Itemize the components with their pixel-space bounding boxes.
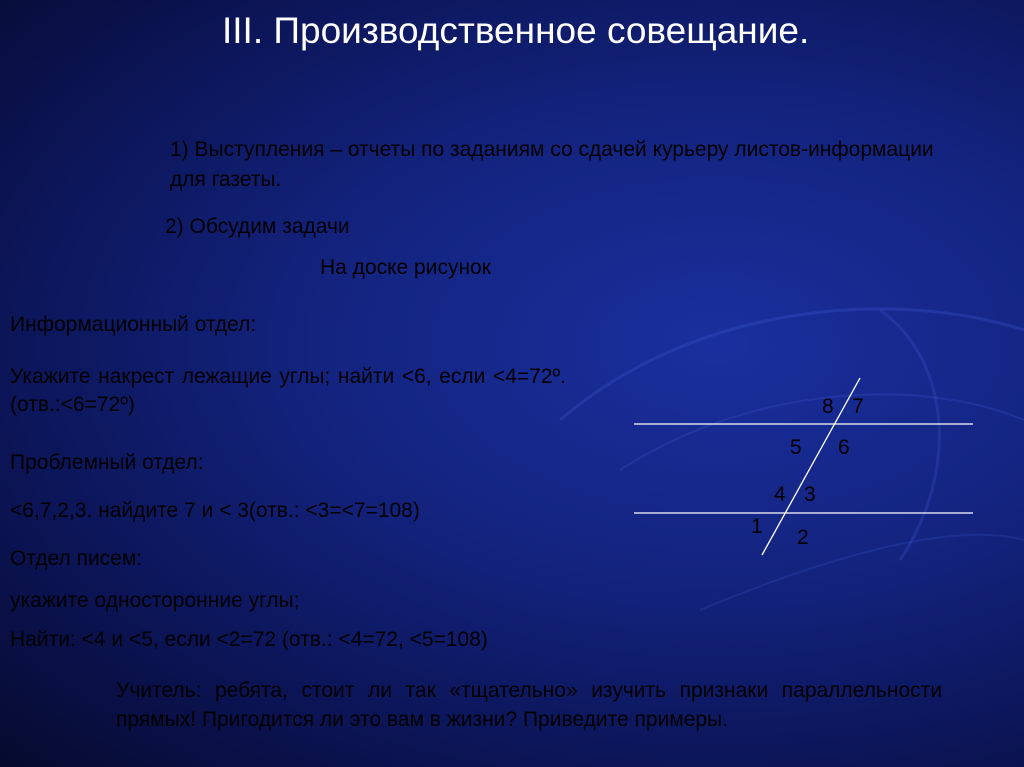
angle-label-2: 2 [797, 526, 809, 549]
angle-label-3: 3 [804, 483, 816, 506]
angle-label-6: 6 [838, 436, 850, 459]
angle-label-4: 4 [774, 483, 786, 506]
letters-department-heading: Отдел писем: [10, 547, 143, 570]
teacher-question: Учитель: ребята, стоит ли так «тщательно» изучить признаки параллельности прямых! Пригодится ли это вам в жизни? Приведите примеры. [116, 679, 942, 731]
transversal-line [762, 378, 860, 555]
problem-department-heading: Проблемный отдел: [10, 451, 204, 474]
angle-label-8: 8 [822, 395, 834, 418]
info-department-heading: Информационный отдел: [10, 313, 257, 336]
agenda-item-1: 1) Выступления – отчеты по заданиям со сдачей курьеру листов-информации для газеты. [170, 138, 934, 191]
slide-title: III. Производственное совещание. [222, 10, 810, 51]
board-caption: На доске рисунок [320, 256, 491, 279]
letters-department-task-1: укажите односторонние углы; [10, 589, 300, 612]
letters-department-task-2: Найти: <4 и <5, если <2=72 (отв.: <4=72, <5=108) [10, 628, 488, 651]
info-department-task: Укажите накрест лежащие углы; найти <6, если <4=72º. (отв.:<6=72º) [10, 365, 566, 416]
agenda-item-2: 2) Обсудим задачи [165, 215, 350, 238]
parallel-lines-diagram [620, 375, 980, 565]
angle-label-1: 1 [751, 515, 763, 538]
angle-label-5: 5 [790, 436, 802, 459]
problem-department-task: <6,7,2,3. найдите 7 и < 3(отв.: <3=<7=108) [10, 499, 420, 522]
angle-label-7: 7 [852, 395, 864, 418]
